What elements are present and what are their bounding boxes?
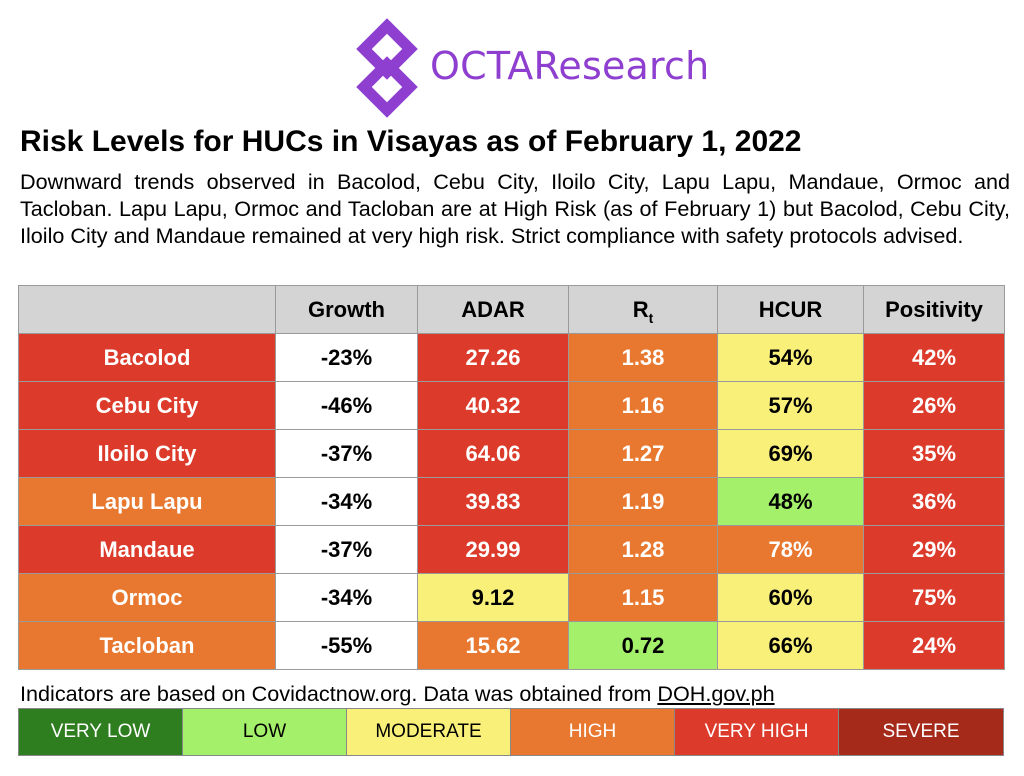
city-cell: Ormoc [19, 574, 276, 622]
header-adar: ADAR [418, 286, 569, 334]
rt-cell: 0.72 [569, 622, 718, 670]
logo-text: OCTAResearch [430, 44, 710, 88]
growth-cell: -37% [276, 430, 418, 478]
growth-cell: -46% [276, 382, 418, 430]
city-cell: Cebu City [19, 382, 276, 430]
header-growth: Growth [276, 286, 418, 334]
city-cell: Tacloban [19, 622, 276, 670]
rt-cell: 1.19 [569, 478, 718, 526]
rt-cell: 1.38 [569, 334, 718, 382]
adar-cell: 29.99 [418, 526, 569, 574]
table-row [19, 478, 1005, 526]
hcur-cell: 54% [718, 334, 864, 382]
city-cell: Mandaue [19, 526, 276, 574]
positivity-cell: 75% [864, 574, 1005, 622]
hcur-cell: 57% [718, 382, 864, 430]
risk-legend [18, 708, 1004, 756]
adar-cell: 15.62 [418, 622, 569, 670]
rt-cell: 1.15 [569, 574, 718, 622]
positivity-cell: 24% [864, 622, 1005, 670]
adar-cell: 27.26 [418, 334, 569, 382]
page-title: Risk Levels for HUCs in Visayas as of February 1, 2022 [20, 125, 802, 158]
legend-low: LOW [183, 709, 347, 755]
adar-cell: 9.12 [418, 574, 569, 622]
city-cell: Iloilo City [19, 430, 276, 478]
legend-moderate: MODERATE [347, 709, 511, 755]
source-text: Indicators are based on Covidactnow.org. Data was obtained from [20, 681, 658, 706]
table-row [19, 430, 1005, 478]
octa-logo-icon [348, 18, 426, 118]
growth-cell: -34% [276, 478, 418, 526]
positivity-cell: 36% [864, 478, 1005, 526]
positivity-cell: 26% [864, 382, 1005, 430]
table-row [19, 622, 1005, 670]
hcur-cell: 78% [718, 526, 864, 574]
legend-very-high: VERY HIGH [675, 709, 839, 755]
legend-very-low: VERY LOW [19, 709, 183, 755]
hcur-cell: 60% [718, 574, 864, 622]
rt-cell: 1.16 [569, 382, 718, 430]
legend-severe: SEVERE [839, 709, 1003, 755]
hcur-cell: 66% [718, 622, 864, 670]
logo [348, 18, 710, 118]
risk-table [18, 285, 1005, 670]
city-cell: Bacolod [19, 334, 276, 382]
rt-subscript: t [648, 309, 654, 326]
table-row [19, 382, 1005, 430]
positivity-cell: 29% [864, 526, 1005, 574]
header-city [19, 286, 276, 334]
table-row [19, 574, 1005, 622]
hcur-cell: 48% [718, 478, 864, 526]
legend-high: HIGH [511, 709, 675, 755]
source-note [20, 681, 775, 707]
adar-cell: 39.83 [418, 478, 569, 526]
growth-cell: -37% [276, 526, 418, 574]
header-hcur: HCUR [718, 286, 864, 334]
header-positivity: Positivity [864, 286, 1005, 334]
description: Downward trends observed in Bacolod, Cebu City, Iloilo City, Lapu Lapu, Mandaue, Ormoc and Tacloban. Lapu Lapu, Ormoc and Tacloban are at High Risk (as of February 1) but Bacolod, Cebu City, Iloilo City and Mandaue remained at very high risk. Strict compliance with safety protocols advised. [20, 169, 1010, 248]
adar-cell: 64.06 [418, 430, 569, 478]
growth-cell: -34% [276, 574, 418, 622]
header-rt: $R_t$ [569, 286, 718, 334]
table-row [19, 526, 1005, 574]
table-row [19, 334, 1005, 382]
growth-cell: -55% [276, 622, 418, 670]
rt-cell: 1.28 [569, 526, 718, 574]
growth-cell: -23% [276, 334, 418, 382]
positivity-cell: 42% [864, 334, 1005, 382]
rt-cell: 1.27 [569, 430, 718, 478]
hcur-cell: 69% [718, 430, 864, 478]
table-header-row [19, 286, 1005, 334]
adar-cell: 40.32 [418, 382, 569, 430]
doh-link[interactable]: DOH.gov.ph [657, 681, 775, 706]
positivity-cell: 35% [864, 430, 1005, 478]
city-cell: Lapu Lapu [19, 478, 276, 526]
